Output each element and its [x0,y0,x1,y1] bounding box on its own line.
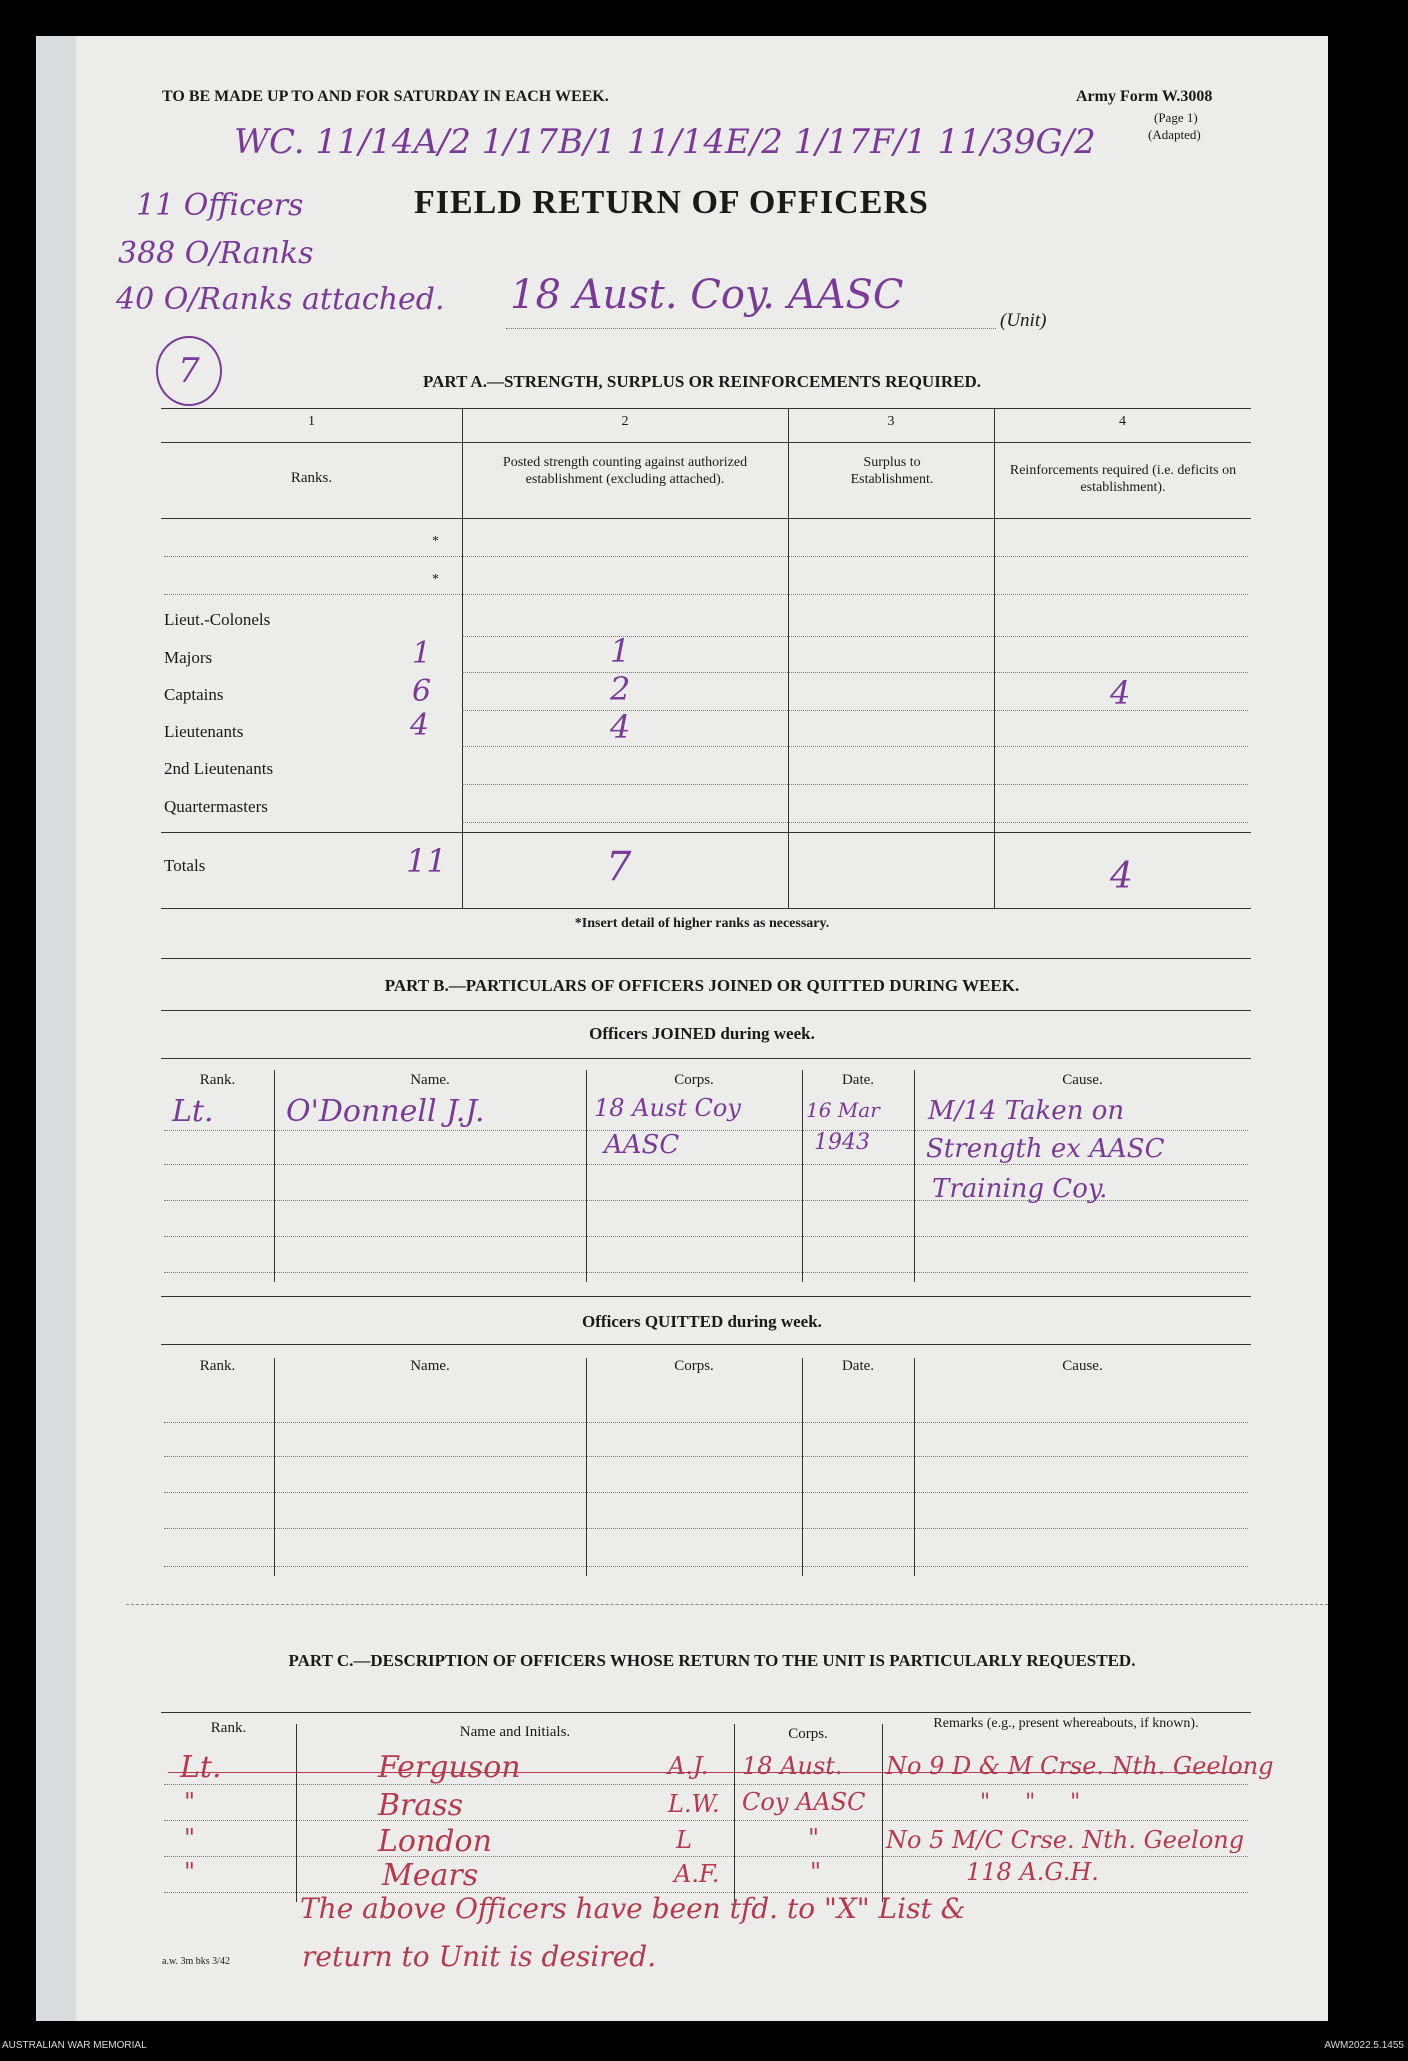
joined-heading: Officers JOINED during week. [589,1024,815,1043]
totals-est: 11 [406,842,447,880]
part-c-row2-name: Brass [378,1788,464,1823]
joined-col-rank: Rank. [199,1072,236,1088]
majors-est: 1 [412,636,432,671]
form-number: Army Form W.3008 [1076,88,1213,105]
part-c-col-name: Name and Initials. [459,1724,571,1740]
lieutenants-est: 4 [410,708,430,743]
rank-captains: Captains [164,685,224,704]
unit-value: 18 Aust. Coy. AASC [510,272,904,318]
rank-quartermasters: Quartermasters [164,797,268,816]
rank-majors: Majors [164,648,213,667]
page-number: (Page 1) [1154,110,1198,125]
joined-name-value: O'Donnell J.J. [286,1094,485,1129]
print-code: a.w. 3m bks 3/42 [162,1956,230,1967]
part-c-row1-remarks: No 9 D & M Crse. Nth. Geelong [886,1752,1274,1780]
rank-2nd-lieutenants: 2nd Lieutenants [164,759,274,778]
col-number-2: 2 [621,414,629,429]
handwritten-note-officers: 11 Officers [136,188,304,223]
joined-date-line2: 1943 [814,1130,870,1155]
binding-strip [36,36,76,2021]
totals-reinforcements: 4 [1110,856,1133,897]
part-b-heading: PART B.—PARTICULARS OF OFFICERS JOINED OR QUITTED DURING WEEK. [384,976,1020,995]
unit-label: (Unit) [1000,310,1047,331]
handwritten-note-ranks: 388 O/Ranks [118,236,314,271]
instruction-text: TO BE MADE UP TO AND FOR SATURDAY IN EACH WEEK. [162,88,609,105]
part-a-heading: PART A.—STRENGTH, SURPLUS OR REINFORCEMENTS REQUIRED. [423,372,981,391]
rank-lieutenants: Lieutenants [164,722,244,741]
part-c-note-line1: The above Officers have been tfd. to "X" List & [300,1892,966,1925]
joined-col-date: Date. [841,1072,875,1088]
part-c-row1-corps: 18 Aust. [742,1752,843,1780]
joined-cause-line2: Strength ex AASC [926,1134,1165,1164]
totals-posted: 7 [606,844,632,890]
captains-est: 6 [412,674,432,709]
joined-cause-line3: Training Coy. [932,1174,1108,1204]
part-c-row4-corps: " [810,1858,822,1886]
strike-line [168,1772,1248,1773]
majors-posted: 1 [610,632,631,670]
joined-col-cause: Cause. [1062,1072,1103,1088]
joined-cause-line1: M/14 Taken on [928,1096,1125,1126]
header-reinforcements: Reinforcements required (i.e. deficits on establishment). [1009,463,1237,495]
col-number-3: 3 [887,414,895,429]
part-c-row4-remarks: 118 A.G.H. [966,1858,1099,1886]
col-number-4: 4 [1119,414,1126,429]
part-c-col-corps: Corps. [788,1726,828,1742]
part-c-row4-rank: " [184,1858,196,1886]
part-c-note-line2: return to Unit is desired. [302,1940,657,1973]
joined-date-line1: 16 Mar [806,1098,880,1122]
form-title: FIELD RETURN OF OFFICERS [414,184,929,221]
handwritten-file-reference: WC. 11/14A/2 1/17B/1 11/14E/2 1/17F/1 11/39G/2 [234,122,1096,162]
part-c-row3-name: London [378,1824,492,1859]
part-c-row3-rank: " [184,1824,196,1852]
quitted-col-name: Name. [410,1358,450,1374]
adapted-note: (Adapted) [1148,127,1201,142]
part-c-row1-name: Ferguson [378,1750,521,1785]
part-c-row2-initials: L.W. [668,1790,720,1818]
header-surplus: Surplus to Establishment. [850,455,934,487]
part-c-row3-corps: " [808,1824,820,1852]
part-c-row4-name: Mears [382,1858,479,1893]
quitted-col-corps: Corps. [674,1358,714,1374]
joined-rank-value: Lt. [172,1094,214,1129]
quitted-col-date: Date. [841,1358,875,1374]
footer-accession: AWM2022.5.1455 [1324,2040,1404,2051]
handwritten-note-attached: 40 O/Ranks attached. [116,282,445,317]
form-page [76,36,1328,2021]
col-number-1: 1 [308,414,315,429]
part-c-row3-remarks: No 5 M/C Crse. Nth. Geelong [886,1826,1245,1854]
header-posted-strength: Posted strength counting against authorized establishment (excluding attached). [502,455,748,487]
joined-corps-line2: AASC [604,1130,680,1160]
part-c-row2-rank: " [184,1788,196,1816]
captains-posted: 2 [610,670,631,708]
part-c-col-remarks: Remarks (e.g., present whereabouts, if known). [933,1716,1199,1731]
part-c-row1-initials: A.J. [668,1752,709,1780]
joined-col-corps: Corps. [674,1072,714,1088]
part-c-row1-rank: Lt. [180,1750,222,1785]
part-a-footnote: *Insert detail of higher ranks as necessary. [574,916,830,931]
part-c-row3-initials: L [676,1826,692,1854]
lieutenants-posted: 4 [610,708,631,746]
perforation-line [126,1604,1328,1605]
asterisk-1: * [432,534,439,549]
quitted-heading: Officers QUITTED during week. [582,1312,822,1331]
header-ranks: Ranks. [290,470,333,486]
rank-lieut-colonels: Lieut.-Colonels [164,610,271,629]
joined-col-name: Name. [410,1072,450,1088]
part-c-row2-corps: Coy AASC [742,1788,866,1816]
quitted-col-cause: Cause. [1062,1358,1103,1374]
part-c-col-rank: Rank. [210,1720,247,1736]
part-c-row4-initials: A.F. [674,1860,720,1888]
asterisk-2: * [432,572,439,587]
joined-corps-line1: 18 Aust Coy [594,1094,741,1122]
captains-reinforcements: 4 [1110,674,1131,712]
quitted-col-rank: Rank. [199,1358,236,1374]
part-c-row2-remarks: " " " [980,1790,1081,1815]
part-c-heading: PART C.—DESCRIPTION OF OFFICERS WHOSE RETURN TO THE UNIT IS PARTICULARLY REQUESTED. [288,1651,1136,1670]
totals-label: Totals [164,856,206,875]
footer-institution: AUSTRALIAN WAR MEMORIAL [2,2040,147,2051]
circled-number: 7 [156,336,222,406]
